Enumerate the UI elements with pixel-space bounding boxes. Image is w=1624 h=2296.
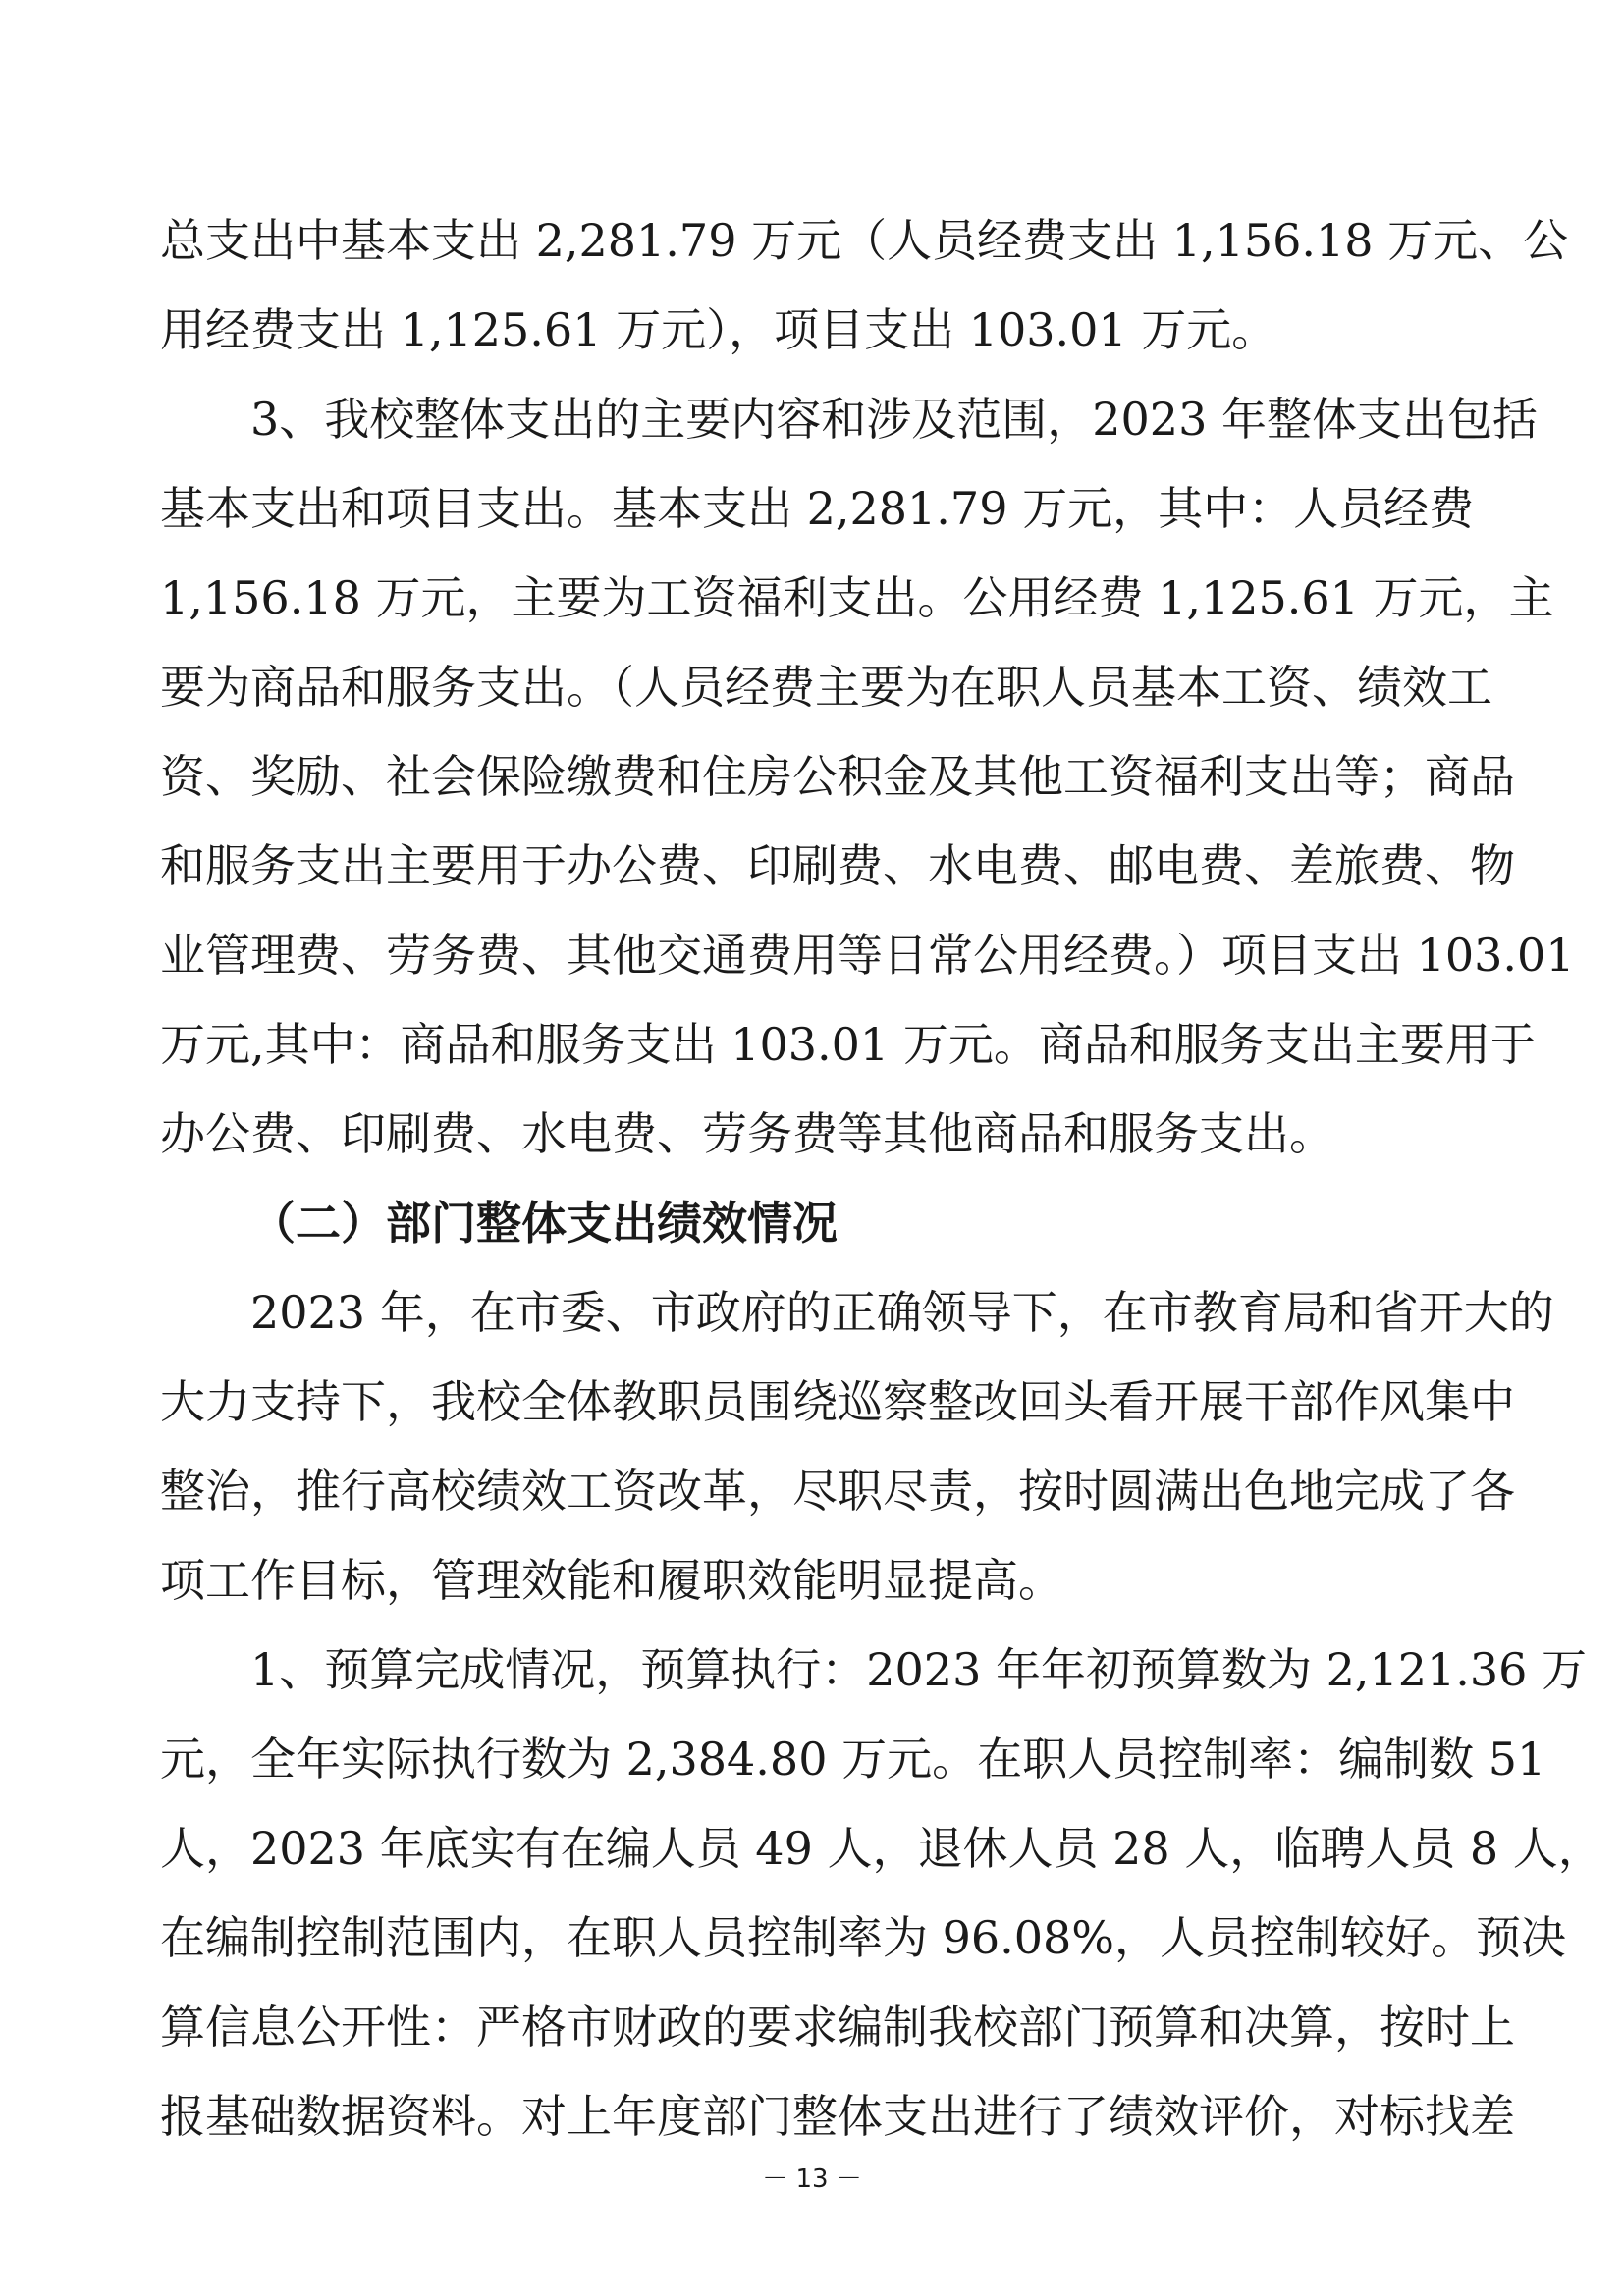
text-line: 1,156.18 万元，主要为工资福利支出。公用经费 1,125.61 万元，主 (160, 571, 1554, 624)
text-line: 万元,其中：商品和服务支出 103.01 万元。商品和服务支出主要用于 (160, 1018, 1536, 1071)
text-line: 1、预算完成情况，预算执行：2023 年年初预算数为 2,121.36 万 (250, 1643, 1588, 1696)
text-line: 人，2023 年底实有在编人员 49 人，退休人员 28 人，临聘人员 8 人， (160, 1822, 1603, 1875)
text-line: 业管理费、劳务费、其他交通费用等日常公用经费。）项目支出 103.01 (160, 929, 1575, 982)
text-line: 和服务支出主要用于办公费、印刷费、水电费、邮电费、差旅费、物 (160, 839, 1515, 892)
text-line: 用经费支出 1,125.61 万元），项目支出 103.01 万元。 (160, 303, 1277, 356)
text-line: 3、我校整体支出的主要内容和涉及范围，2023 年整体支出包括 (250, 393, 1538, 446)
text-line: 基本支出和项目支出。基本支出 2,281.79 万元，其中：人员经费 (160, 482, 1475, 535)
text-line: 要为商品和服务支出。（人员经费主要为在职人员基本工资、绩效工 (160, 661, 1492, 714)
document-body (160, 196, 1603, 2162)
text-line: 总支出中基本支出 2,281.79 万元（人员经费支出 1,156.18 万元、公 (160, 214, 1569, 267)
text-line: 项工作目标，管理效能和履职效能明显提高。 (160, 1554, 1063, 1607)
text-line: 办公费、印刷费、水电费、劳务费等其他商品和服务支出。 (160, 1107, 1334, 1160)
text-line: 元，全年实际执行数为 2,384.80 万元。在职人员控制率：编制数 51 (160, 1733, 1546, 1786)
text-line: 大力支持下，我校全体教职员围绕巡察整改回头看开展干部作风集中 (160, 1375, 1515, 1428)
text-line: 整治，推行高校绩效工资改革，尽职尽责，按时圆满出色地完成了各 (160, 1465, 1515, 1518)
text-line: 2023 年，在市委、市政府的正确领导下，在市教育局和省开大的 (250, 1286, 1554, 1339)
text-line: 在编制控制范围内，在职人员控制率为 96.08%，人员控制较好。预决 (160, 1911, 1567, 1964)
text-line: 资、奖励、社会保险缴费和住房公积金及其他工资福利支出等；商品 (160, 750, 1515, 803)
text-line: 报基础数据资料。对上年度部门整体支出进行了绩效评价，对标找差 (160, 2090, 1515, 2143)
section-heading: （二）部门整体支出绩效情况 (250, 1197, 838, 1250)
text-line: 算信息公开性：严格市财政的要求编制我校部门预算和决算，按时上 (160, 2001, 1515, 2054)
page-number: － 13 － (762, 2164, 862, 2194)
